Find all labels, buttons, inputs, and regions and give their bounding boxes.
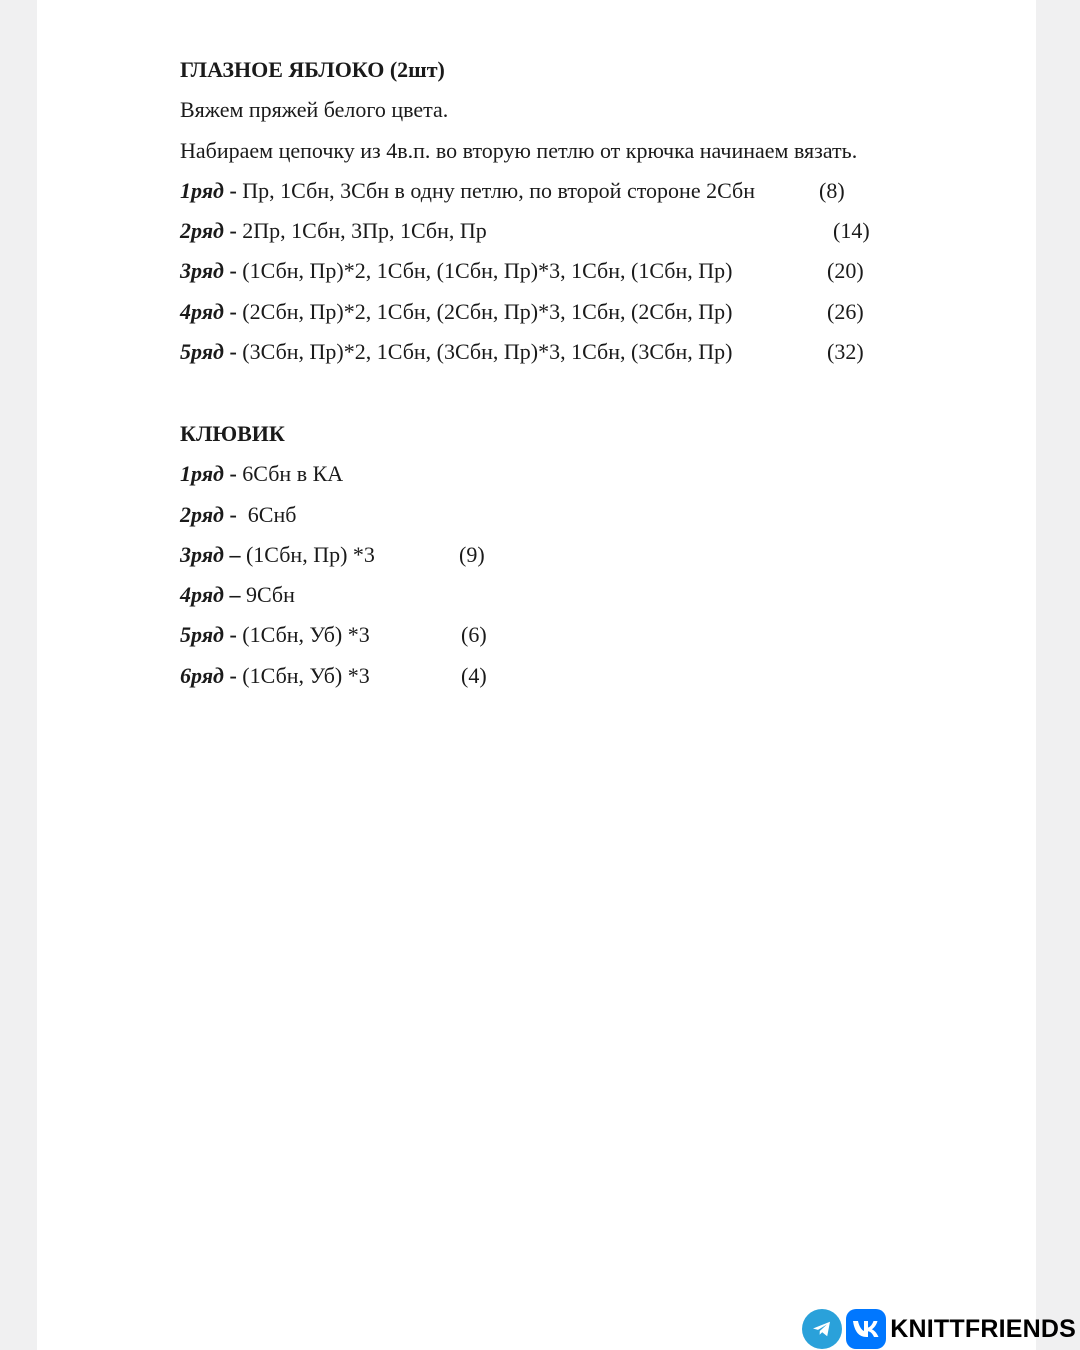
row-instructions: (1Сбн, Уб) *3 xyxy=(242,662,370,688)
stitch-count: (8) xyxy=(819,177,845,203)
intro-line-2: Набираем цепочку из 4в.п. во вторую петлю от крючка начинаем вязать. xyxy=(180,137,858,163)
pattern-row xyxy=(180,336,940,376)
pattern-row xyxy=(180,539,940,579)
row-label: 1ряд xyxy=(180,461,224,487)
row-separator: - xyxy=(223,461,243,487)
row-instructions: (1Сбн, Пр)*2, 1Сбн, (1Сбн, Пр)*3, 1Сбн, (1Сбн, Пр) xyxy=(242,258,733,284)
pattern-row xyxy=(180,458,940,498)
row-separator: - xyxy=(223,298,243,324)
stitch-count: (20) xyxy=(827,258,864,284)
row-instructions: 9Сбн xyxy=(245,582,295,608)
row-label: 4ряд xyxy=(180,298,224,324)
pattern-row xyxy=(180,579,940,619)
row-label: 6ряд xyxy=(180,662,224,688)
document-page xyxy=(37,0,1036,1350)
row-instructions: Пр, 1Сбн, 3Сбн в одну петлю, по второй стороне 2Сбн xyxy=(242,177,755,203)
row-instructions: 6Снб xyxy=(242,501,297,527)
row-separator: – xyxy=(223,541,246,567)
row-label: 3ряд xyxy=(180,258,224,284)
pattern-row xyxy=(180,255,940,295)
brand-watermark xyxy=(802,1308,1076,1350)
intro-line-1: Вяжем пряжей белого цвета. xyxy=(180,97,449,123)
stitch-count: (32) xyxy=(827,339,864,365)
row-label: 4ряд xyxy=(180,582,224,608)
row-separator: - xyxy=(223,258,243,284)
pattern-row xyxy=(180,660,940,700)
pattern-row xyxy=(180,215,940,255)
row-instructions: (1Сбн, Уб) *3 xyxy=(242,622,370,648)
row-instructions: 2Пр, 1Сбн, 3Пр, 1Сбн, Пр xyxy=(242,218,487,244)
pattern-row xyxy=(180,296,940,336)
telegram-icon[interactable] xyxy=(802,1309,842,1349)
row-separator: - xyxy=(223,177,243,203)
row-label: 2ряд xyxy=(180,218,224,244)
stitch-count: (6) xyxy=(461,622,487,648)
row-label: 2ряд xyxy=(180,501,224,527)
row-separator: - xyxy=(223,622,243,648)
row-instructions: (1Сбн, Пр) *3 xyxy=(245,541,375,567)
pattern-row xyxy=(180,175,940,215)
row-instructions: 6Сбн в КА xyxy=(242,461,344,487)
row-instructions: (2Сбн, Пр)*2, 1Сбн, (2Сбн, Пр)*3, 1Сбн, (2Сбн, Пр) xyxy=(242,298,733,324)
stitch-count: (14) xyxy=(833,218,870,244)
stitch-count: (9) xyxy=(459,541,485,567)
row-label: 1ряд xyxy=(180,177,224,203)
section-title-beak: КЛЮВИК xyxy=(180,421,285,446)
row-separator: - xyxy=(223,339,243,365)
section-title-eyeball: ГЛАЗНОЕ ЯБЛОКО (2шт) xyxy=(180,57,445,82)
row-instructions: (3Сбн, Пр)*2, 1Сбн, (3Сбн, Пр)*3, 1Сбн, (3Сбн, Пр) xyxy=(242,339,733,365)
brand-name: KNITTFRIENDS xyxy=(890,1314,1076,1343)
row-separator: - xyxy=(223,218,243,244)
row-separator: - xyxy=(223,501,243,527)
stitch-count: (26) xyxy=(827,298,864,324)
row-separator: – xyxy=(223,582,246,608)
pattern-row xyxy=(180,619,940,659)
section-beak xyxy=(180,418,940,700)
row-label: 5ряд xyxy=(180,622,224,648)
stitch-count: (4) xyxy=(461,662,487,688)
row-separator: - xyxy=(223,662,243,688)
row-label: 5ряд xyxy=(180,339,224,365)
vk-icon[interactable] xyxy=(846,1309,886,1349)
section-eyeball xyxy=(180,54,940,376)
row-label: 3ряд xyxy=(180,541,224,567)
pattern-row xyxy=(180,499,940,539)
